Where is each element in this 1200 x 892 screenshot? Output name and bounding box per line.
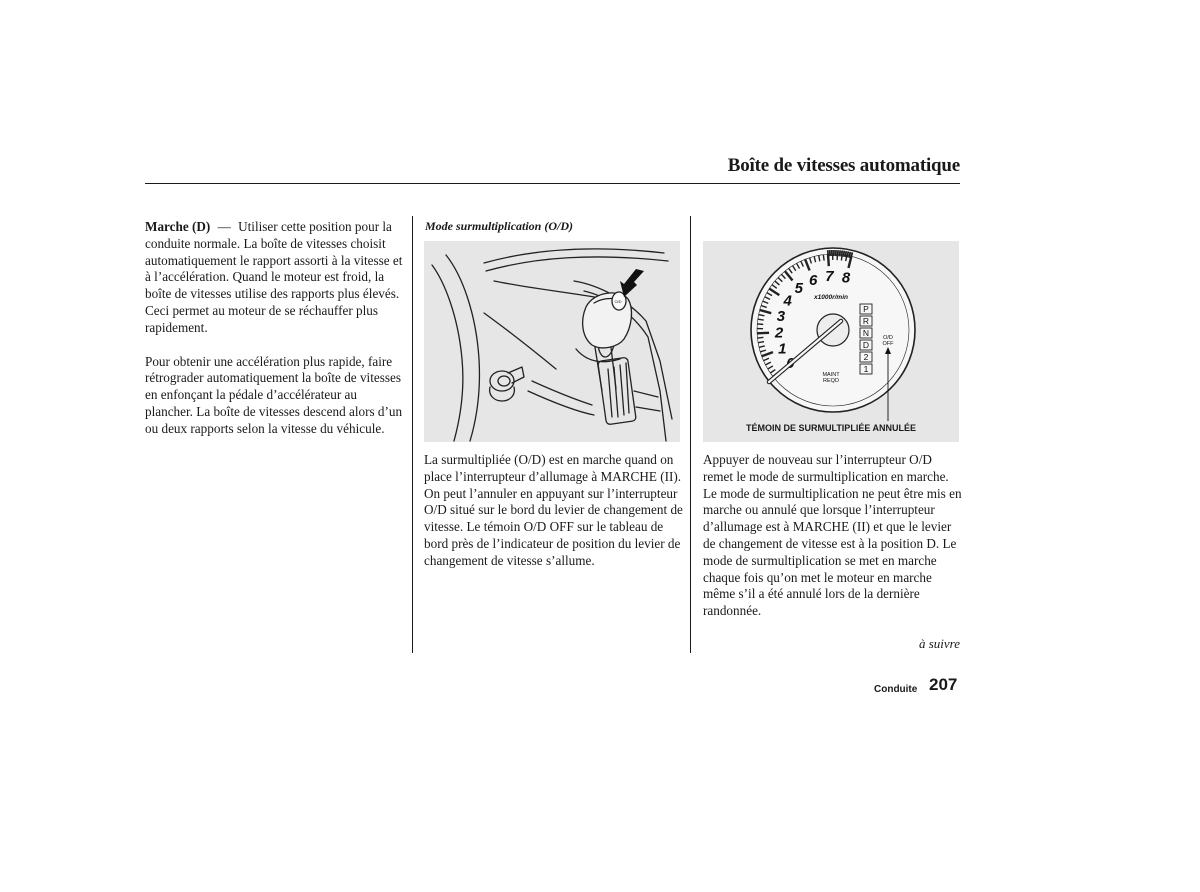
kickdown-paragraph: Pour obtenir une accélération plus rapide, faire rétrograder automatiquement la boîte de vitesses en enfonçant la pédale d’accélérateur au plancher. La boîte de vitesses descend alors d’un ou deux rapports selon la vitesse du véhicule. [145, 353, 403, 436]
tach-minor-tick [758, 319, 764, 320]
tachometer-figure [703, 241, 959, 442]
redline-hatch [843, 251, 844, 257]
page-number: 207 [929, 675, 958, 694]
drive-dash: — [217, 219, 231, 234]
right-column [703, 452, 965, 620]
drive-paragraph [145, 219, 407, 337]
middle-column [424, 452, 686, 570]
tachometer-caption: TÉMOIN DE SURMULTIPLIÉE ANNULÉE [745, 423, 916, 433]
redline-hatch [849, 252, 850, 258]
gear-label-1: 1 [863, 364, 869, 374]
redline-hatch [847, 251, 848, 257]
od-reset-paragraph: Appuyer de nouveau sur l’interrupteur O/D remet le mode de surmultiplication en marche. [703, 452, 949, 484]
maint-bottom: REQD [823, 378, 839, 384]
tach-label-4: 4 [783, 292, 792, 310]
od-off-bottom: OFF [882, 341, 894, 347]
air-vent [598, 357, 637, 425]
continued-label: à suivre [918, 636, 960, 651]
arrow-icon [620, 269, 644, 297]
gear-label-N: N [862, 328, 870, 338]
shift-lever-illustration [424, 241, 680, 442]
tach-label-6: 6 [809, 271, 818, 289]
title-rule [145, 183, 960, 184]
tach-minor-tick [823, 255, 824, 261]
od-description: La surmultipliée (O/D) est en marche quand on place l’interrupteur d’allumage à MARCHE (II). On peut l’annuler en appuyant sur l’interrupteur O/D situé sur le bord du levier de changement de vitesse. Le témoin O/D OFF sur le tableau de bord près de l’indicateur de position du levier de changement de vitesse s’allume. [424, 452, 683, 568]
redline-hatch [845, 251, 846, 257]
tach-label-5: 5 [794, 280, 804, 298]
gear-label-2: 2 [863, 352, 869, 362]
section-subtitle: Mode surmultiplication (O/D) [425, 219, 574, 233]
tachometer [703, 241, 959, 421]
tach-label-7: 7 [825, 268, 834, 286]
left-column [145, 219, 407, 438]
tach-label-2: 2 [774, 324, 784, 342]
tach-label-8: 8 [841, 269, 851, 287]
maint-top: MAINT [822, 372, 840, 378]
tach-minor-tick [758, 342, 764, 343]
tach-unit-label: x1000r/min [814, 294, 848, 301]
redline-hatch [842, 251, 843, 257]
drive-term: Marche (D) [145, 219, 211, 234]
footer-section-name: Conduite [874, 684, 918, 695]
gear-label-D: D [862, 340, 870, 350]
page-title: Boîte de vitesses automatique [727, 155, 960, 176]
tach-label-1: 1 [778, 340, 787, 358]
tach-major-tick [757, 333, 769, 334]
od-off-top: O/D [883, 335, 893, 341]
shift-lever-figure [424, 241, 680, 442]
gear-label-P: P [863, 304, 869, 314]
drive-text: Utiliser cette position pour la conduite normale. La boîte de vitesses choisit automatiquement le rapport assorti à la vitesse et à l’accélération. Quand le moteur est froid, la boîte de vitesses utilise des rapports plus élevés. Ceci permet au moteur de se réchauffer plus rapidement. [145, 219, 403, 335]
column-divider-right [690, 216, 691, 653]
gear-label-R: R [862, 316, 870, 326]
od-conditions-paragraph: Le mode de surmultiplication ne peut être mis en marche ou annulé que lorsque l’interrupteur d’allumage est à MARCHE (II) et que le levier de changement de vitesse est à la position D. Le mode de surmultiplication se met en marche chaque fois qu’on met le moteur en marche même s’il a été annulé lors de la dernière randonnée. [703, 485, 962, 619]
redline-hatch [840, 250, 841, 256]
steering-wheel [432, 265, 463, 441]
od-button-label: O/D [614, 299, 622, 304]
tach-label-3: 3 [776, 307, 786, 325]
tach-minor-tick [757, 337, 763, 338]
column-divider-left [412, 216, 413, 653]
